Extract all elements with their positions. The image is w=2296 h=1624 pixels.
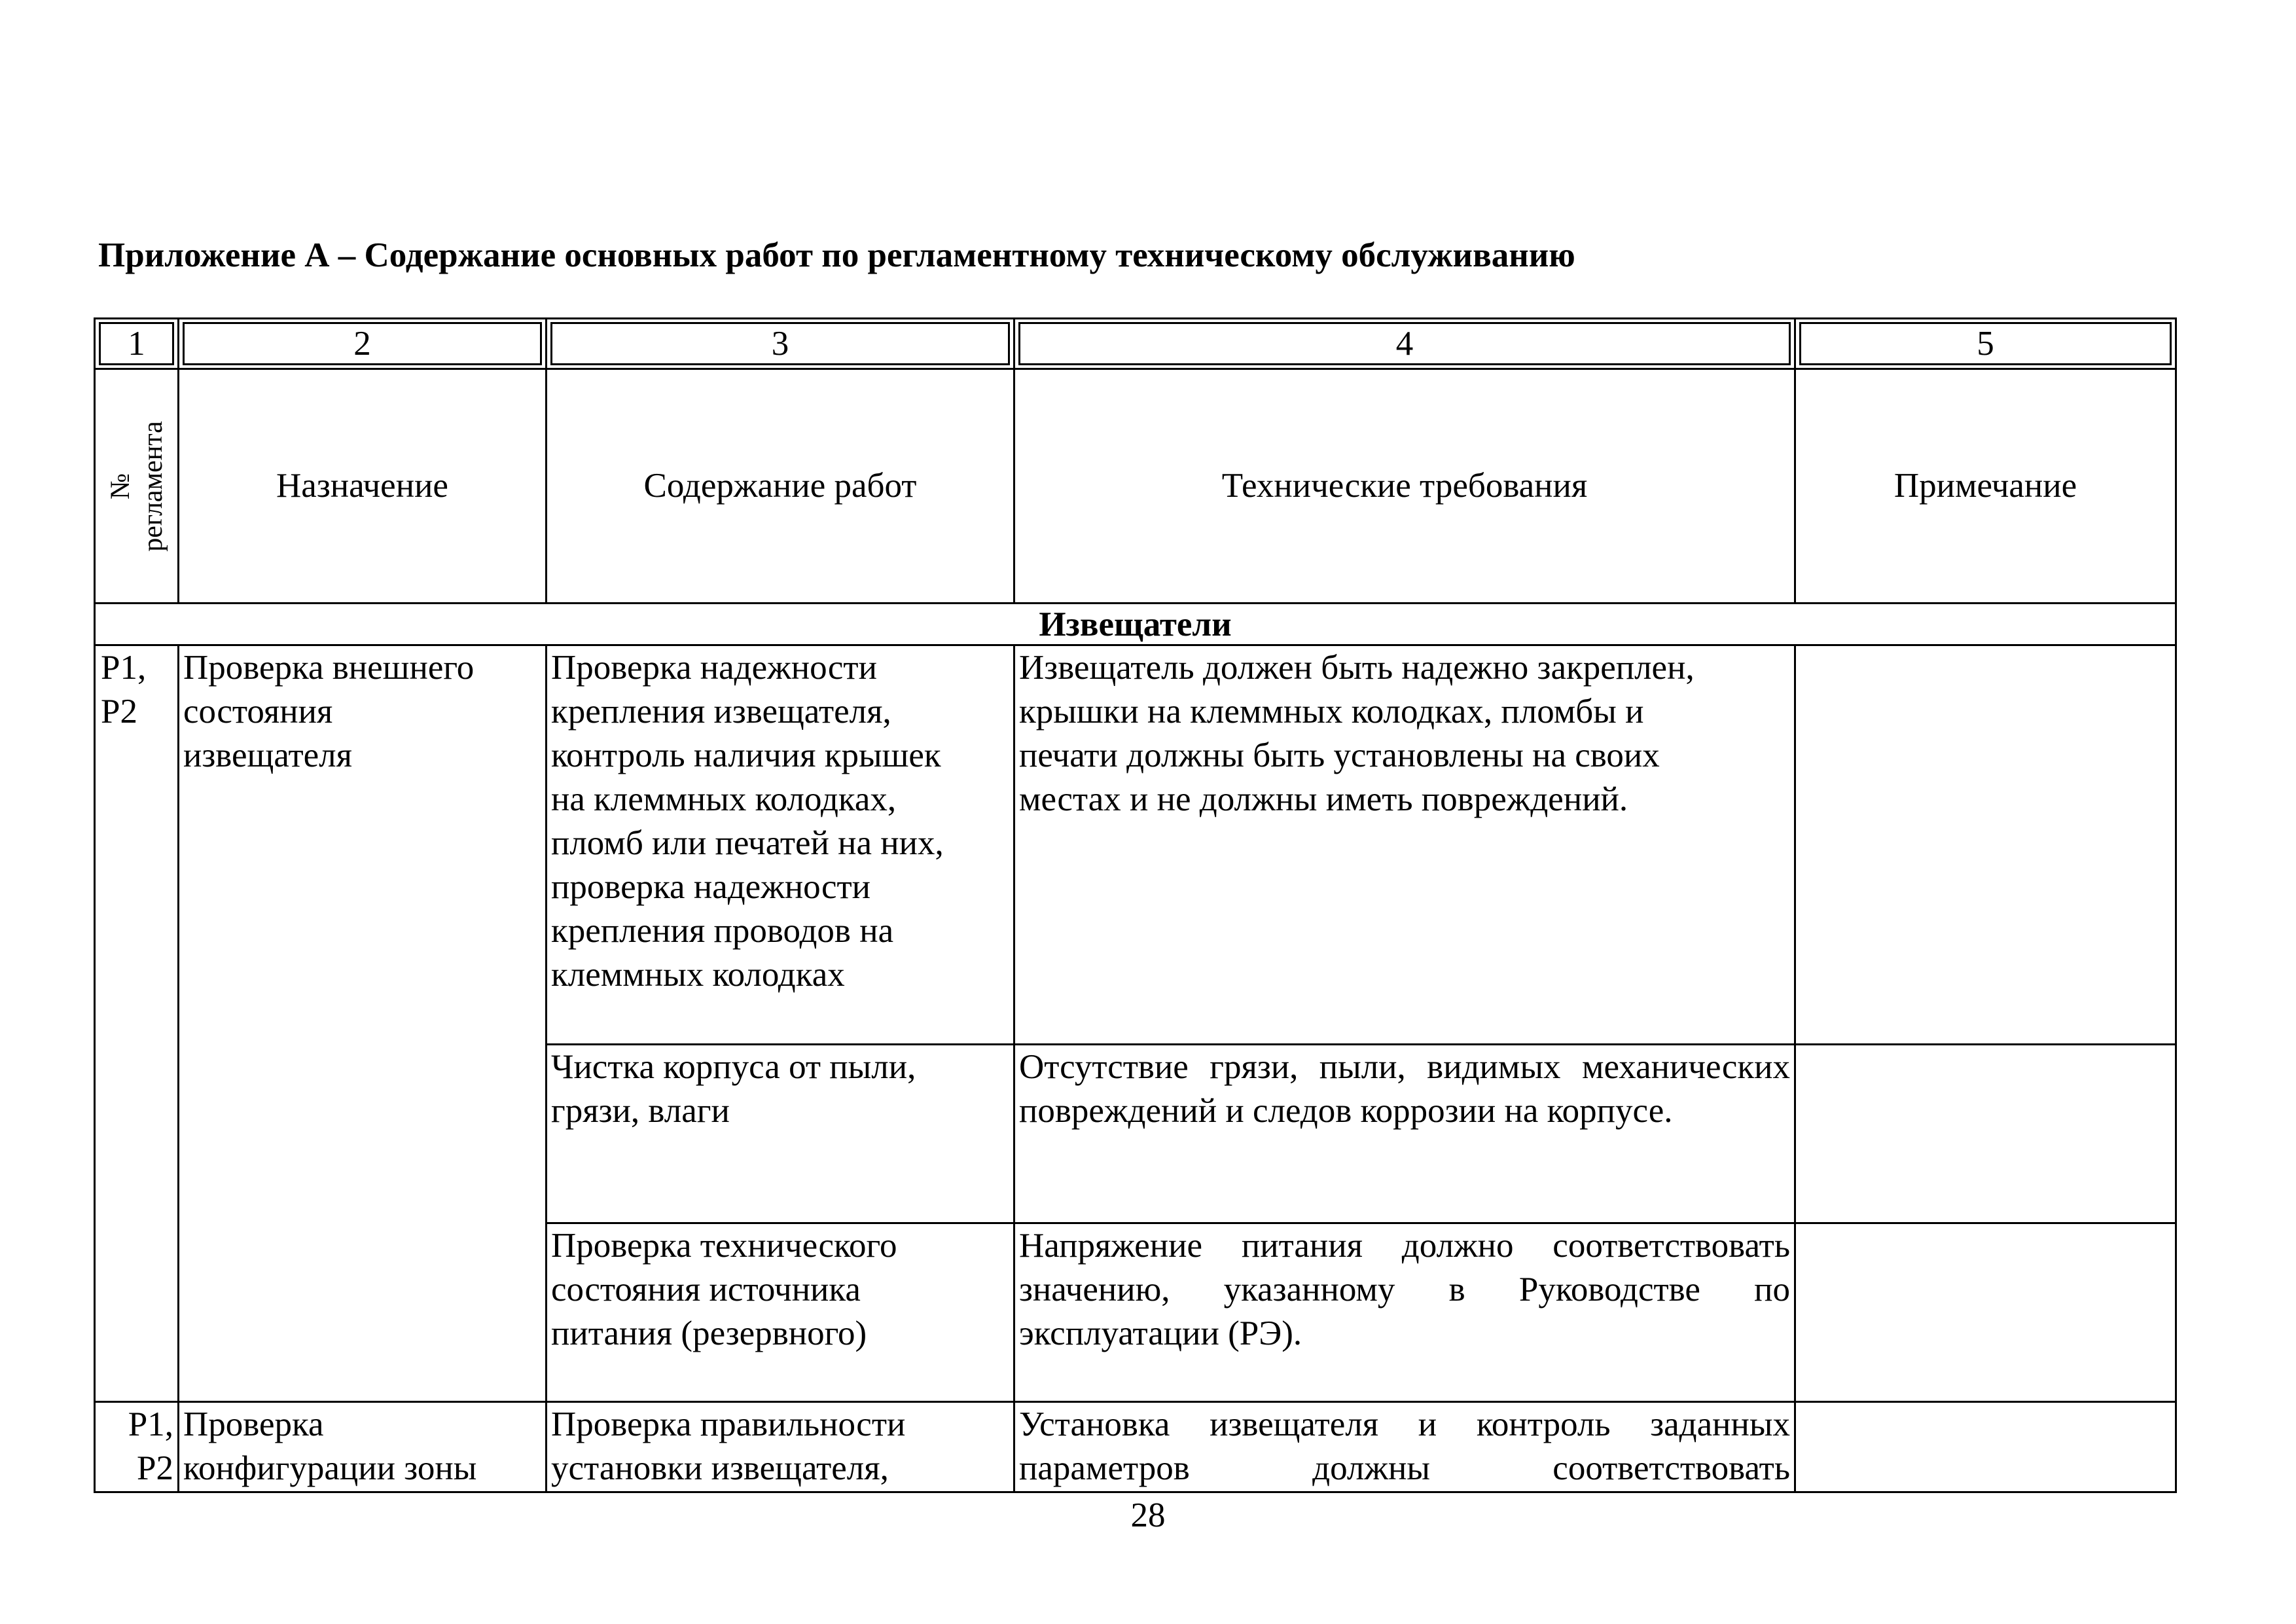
header-reg-number [95, 369, 179, 604]
reg-number-cell: Р1, Р2 [95, 645, 179, 1402]
column-number: 3 [550, 322, 1010, 365]
header-requirements: Технические требования [1014, 369, 1795, 604]
purpose-cell: Проверка внешнего состояния извещателя [179, 645, 547, 1402]
table-row [95, 645, 2176, 1045]
purpose-cell: Проверка конфигурации зоны [179, 1402, 547, 1492]
note-cell [1795, 645, 2176, 1045]
content-cell: Проверка правильности установки извещателя, [547, 1402, 1014, 1492]
content-cell: Проверка технического состояния источника питания (резервного) [547, 1223, 1014, 1402]
header-reg-line2: регламента [137, 420, 168, 552]
header-purpose: Назначение [179, 369, 547, 604]
note-cell [1795, 1223, 2176, 1402]
header-reg-line1: № [105, 473, 135, 499]
page-title: Приложение А – Содержание основных работ по регламентному техническому обслуживанию [98, 236, 1575, 274]
requirements-cell: Установка извещателя и контроль заданных параметров должны соответствовать [1014, 1402, 1795, 1492]
reg-number-cell: Р1, Р2 [95, 1402, 179, 1492]
requirements-cell: Напряжение питания должно соответствовать значению, указанному в Руководстве по эксплуатации (РЭ). [1014, 1223, 1795, 1402]
page-number: 28 [1130, 1496, 1166, 1534]
table-row [95, 1402, 2176, 1492]
column-number-cell [179, 319, 547, 369]
note-cell [1795, 1402, 2176, 1492]
requirements-cell: Отсутствие грязи, пыли, видимых механических повреждений и следов коррозии на корпусе. [1014, 1045, 1795, 1223]
header-note: Примечание [1795, 369, 2176, 604]
column-number-cell [547, 319, 1014, 369]
maintenance-table [94, 317, 2177, 1493]
column-number-cell [1795, 319, 2176, 369]
requirements-cell: Извещатель должен быть надежно закреплен, крышки на клеммных колодках, пломбы и печати должны быть установлены на своих местах и не должны иметь повреждений. [1014, 645, 1795, 1045]
column-number: 5 [1799, 322, 2172, 365]
header-row [95, 369, 2176, 604]
column-number-cell [1014, 319, 1795, 369]
header-reg-number-text [104, 421, 170, 552]
section-title: Извещатели [95, 604, 2176, 645]
content-cell: Проверка надежности крепления извещателя, контроль наличия крышек на клеммных колодках, пломб или печатей на них, проверка надежности крепления проводов на клеммных колодках [547, 645, 1014, 1045]
column-number-row [95, 319, 2176, 369]
content-cell: Чистка корпуса от пыли, грязи, влаги [547, 1045, 1014, 1223]
header-content: Содержание работ [547, 369, 1014, 604]
note-cell [1795, 1045, 2176, 1223]
column-number: 2 [183, 322, 542, 365]
section-row [95, 604, 2176, 645]
column-number: 4 [1018, 322, 1791, 365]
column-number-cell [95, 319, 179, 369]
column-number: 1 [99, 322, 174, 365]
